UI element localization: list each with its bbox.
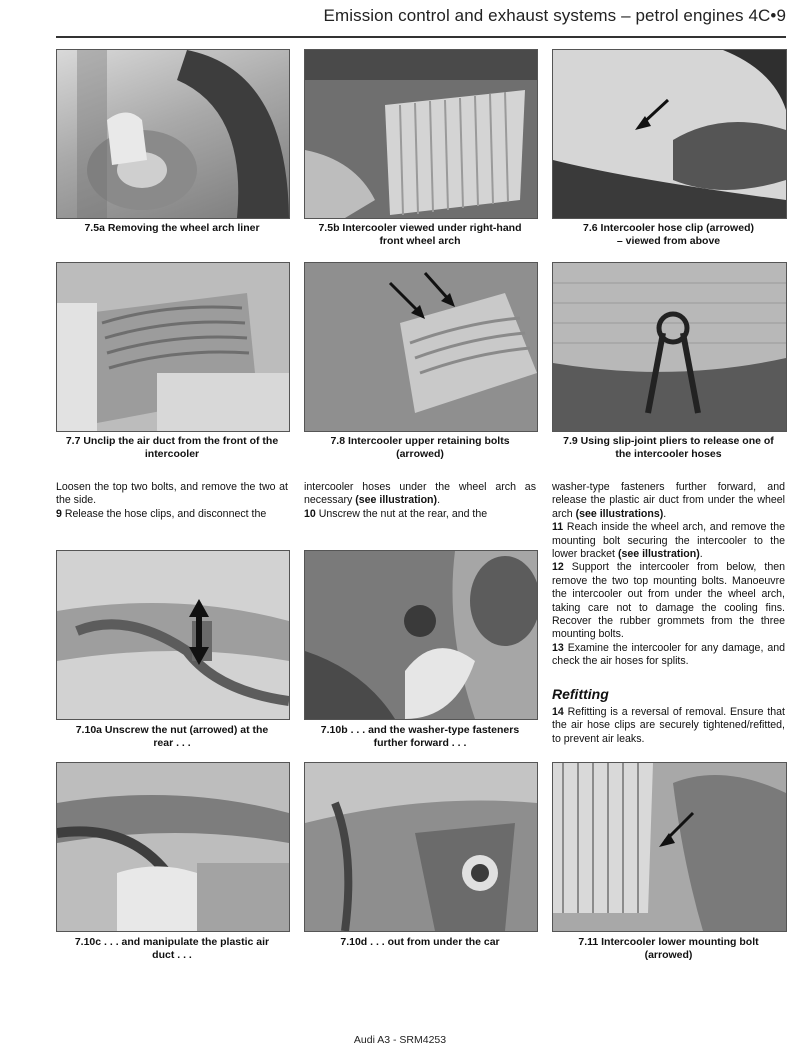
caption-7-5b: 7.5b Intercooler viewed under right-hand front wheel arch (318, 222, 522, 247)
photo-7-10a-rear-nut (56, 550, 290, 720)
caption-7-6: 7.6 Intercooler hose clip (arrowed) – viewed from above (583, 222, 754, 247)
body-paragraph: 9 Release the hose clips, and disconnect the (56, 507, 267, 520)
body-column-3 (552, 481, 785, 669)
caption-7-5a: 7.5a Removing the wheel arch liner (84, 222, 260, 234)
photo-7-5b-intercooler-wheel-arch (304, 49, 538, 219)
caption-7-10b: 7.10b . . . and the washer-type fasteners further forward . . . (320, 724, 520, 749)
caption-7-9: 7.9 Using slip-joint pliers to release one of the intercooler hoses (563, 435, 774, 460)
caption-7-10c: 7.10c . . . and manipulate the plastic air duct . . . (74, 936, 270, 961)
caption-7-10a: 7.10a Unscrew the nut (arrowed) at the rear . . . (75, 724, 269, 749)
photo-7-5a-wheel-arch-liner (56, 49, 290, 219)
body-column-1 (56, 481, 288, 521)
photo-7-8-upper-bolts (304, 262, 538, 432)
body-paragraph: 13 Examine the intercooler for any damage, and check the air hoses for splits. (552, 641, 785, 668)
photo-7-9-slip-joint-pliers (552, 262, 787, 432)
body-paragraph: 11 Reach inside the wheel arch, and remove the mounting bolt securing the intercooler to the lower bracket (see illustration). (552, 521, 785, 561)
body-paragraph: intercooler hoses under the wheel arch as necessary (see illustration). (304, 481, 536, 507)
body-paragraph: washer-type fasteners further forward, and release the plastic air duct from under the wheel arch (see illustrations). (552, 481, 785, 520)
photo-7-10c-plastic-air-duct (56, 762, 290, 932)
caption-7-10d: 7.10d . . . out from under the car (340, 936, 500, 948)
photo-7-10b-washer-fasteners (304, 550, 538, 720)
photo-7-7-air-duct (56, 262, 290, 432)
body-paragraph: 14 Refitting is a reversal of removal. Ensure that the air hose clips are securely tightened/refitted, to prevent air leaks. (552, 706, 785, 745)
page-header-title: Emission control and exhaust systems – petrol engines 4C•9 (323, 6, 786, 25)
subheading-refitting: Refitting (552, 686, 609, 702)
body-column-2 (304, 481, 536, 521)
caption-7-7: 7.7 Unclip the air duct from the front of the intercooler (65, 435, 279, 460)
caption-7-11: 7.11 Intercooler lower mounting bolt (arrowed) (578, 936, 759, 961)
body-paragraph: 12 Support the intercooler from below, then remove the two top mounting bolts. Manoeuvre the intercooler out from under the wheel arch, taking care not to damage the cooling fins. Recover the rubber grommets from the three mounting bolts. (552, 561, 785, 641)
header-rule (56, 36, 786, 38)
body-column-3-refitting (552, 706, 785, 746)
body-paragraph: 10 Unscrew the nut at the rear, and the (304, 507, 488, 520)
page-footer: Audi A3 - SRM4253 (353, 1034, 447, 1046)
photo-7-11-lower-mounting-bolt (552, 762, 787, 932)
photo-7-10d-out-from-under (304, 762, 538, 932)
body-paragraph: Loosen the top two bolts, and remove the two at the side. (56, 481, 288, 507)
photo-7-6-hose-clip (552, 49, 787, 219)
caption-7-8: 7.8 Intercooler upper retaining bolts (arrowed) (330, 435, 510, 460)
